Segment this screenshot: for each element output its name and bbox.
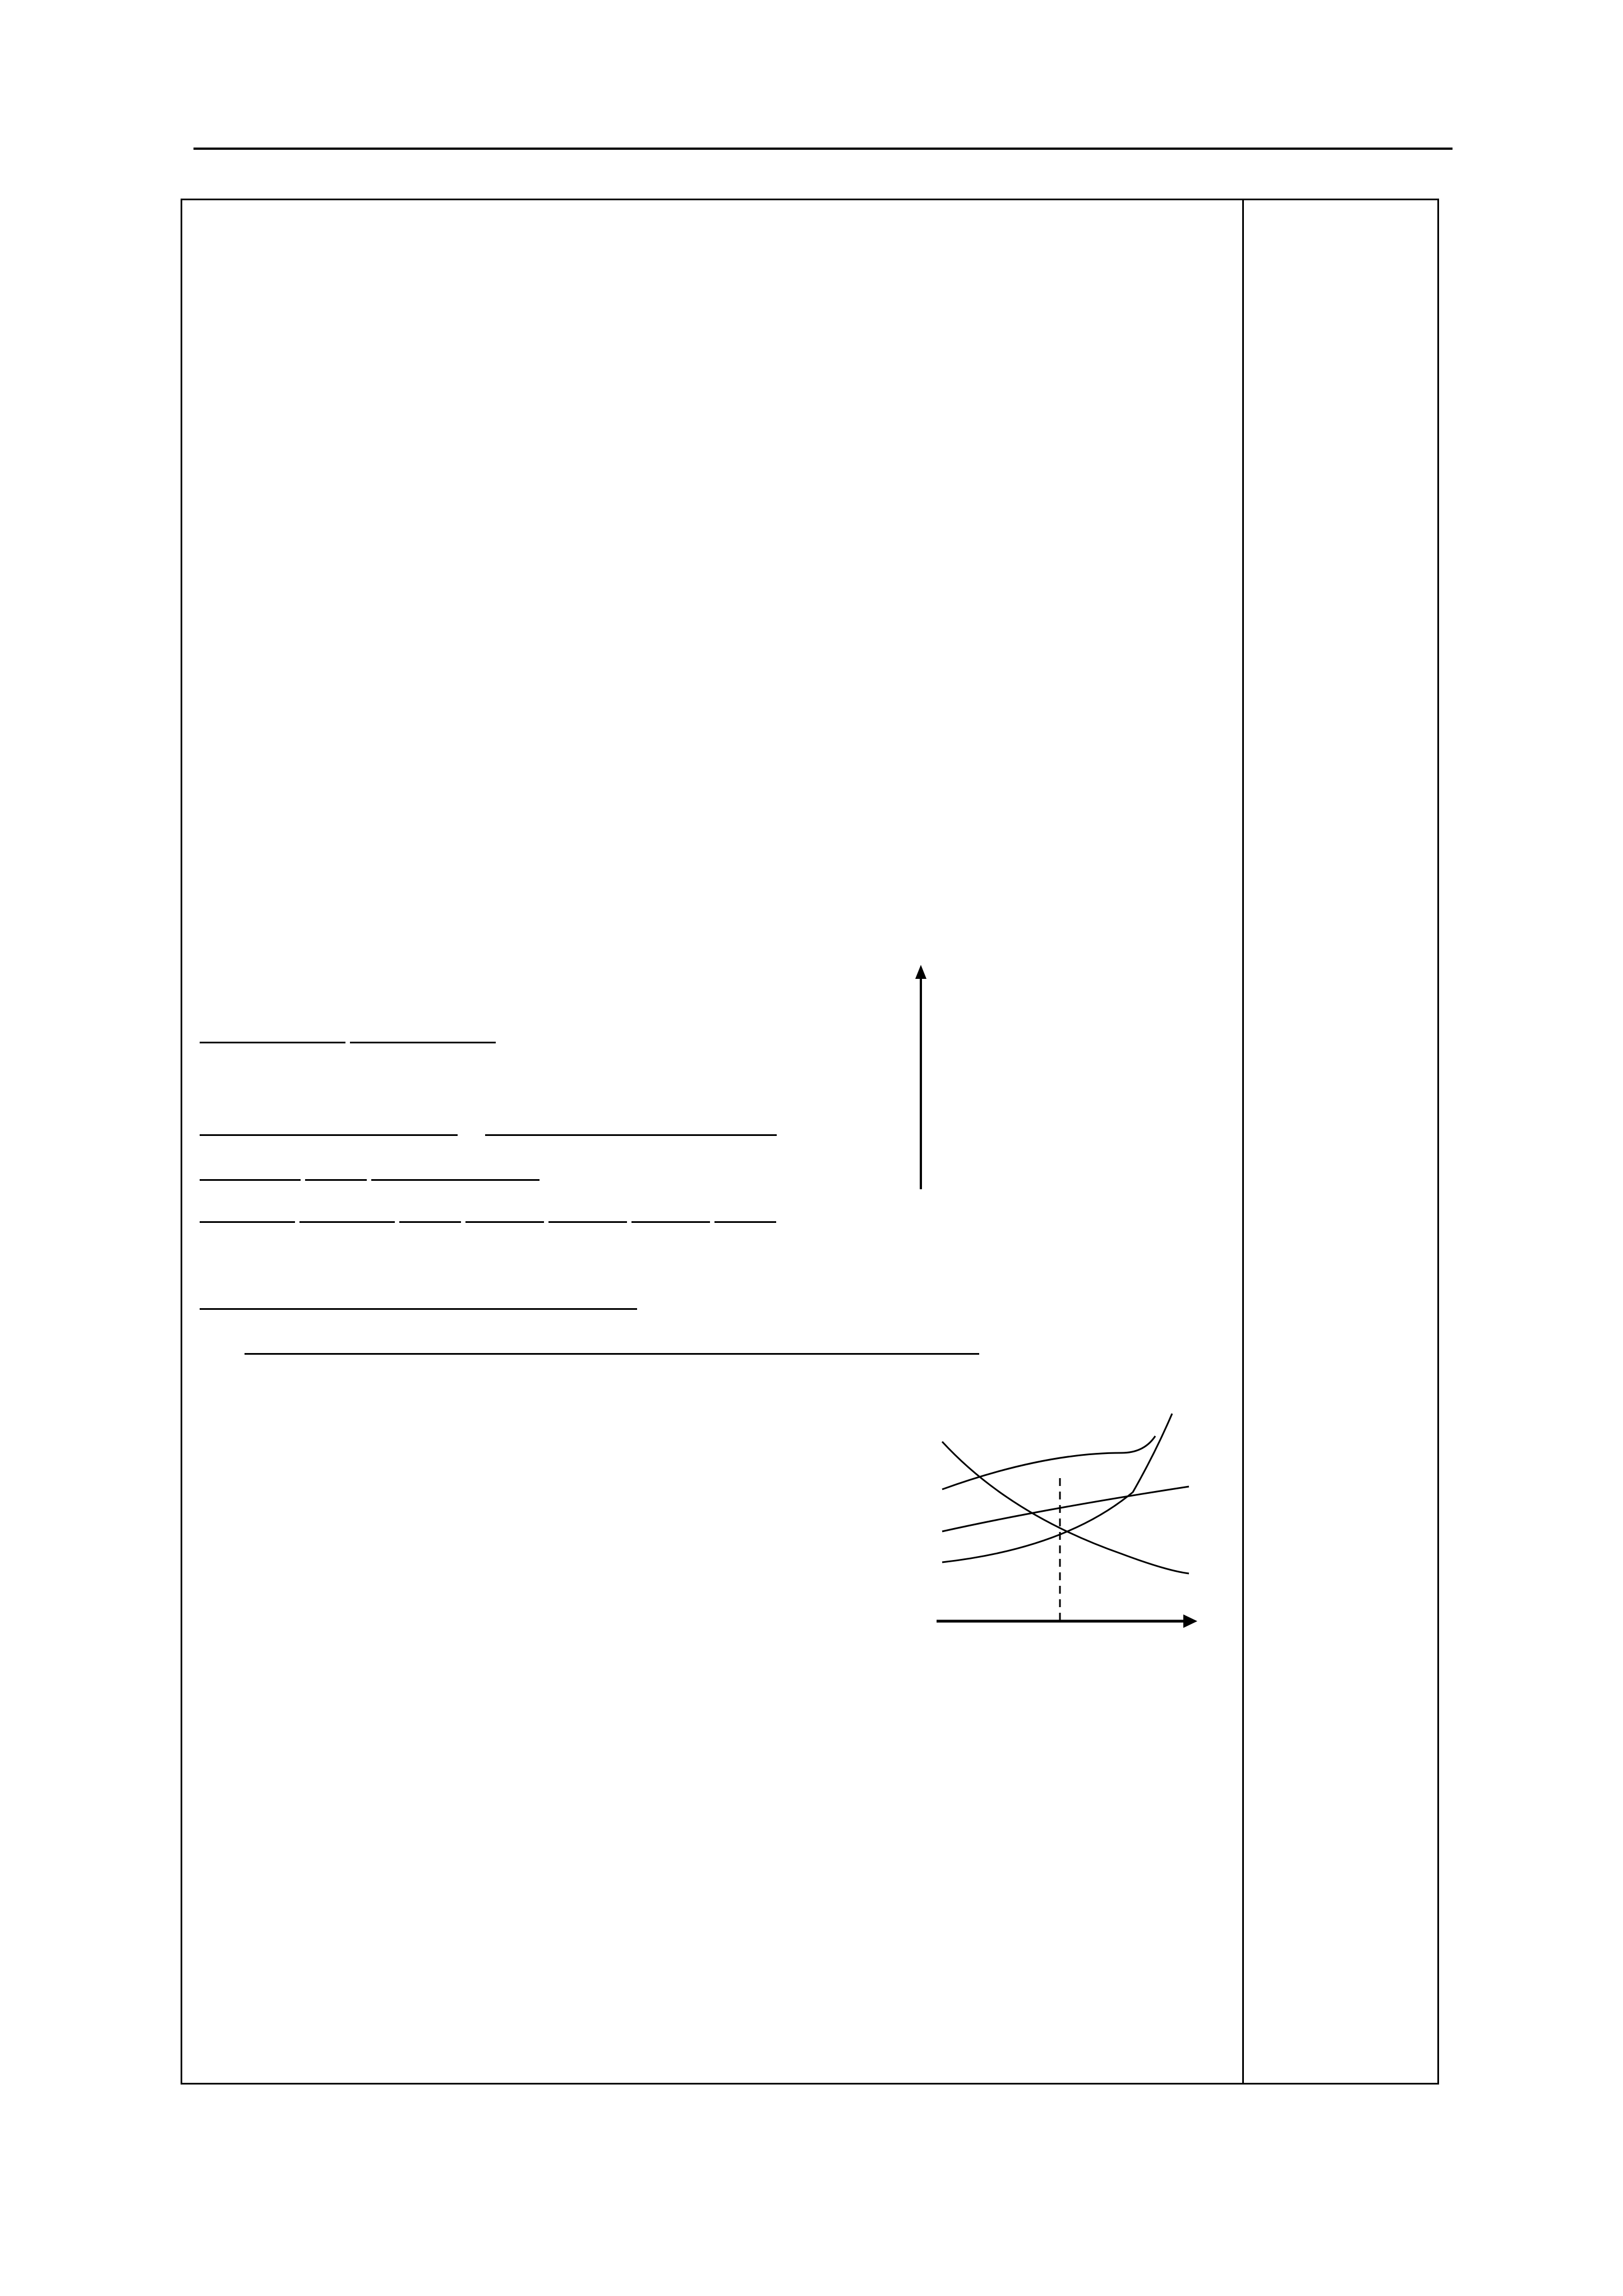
q16-formula xyxy=(242,1324,981,1361)
q15-instruments xyxy=(197,1192,778,1229)
solubility-curve-chart xyxy=(875,1402,1200,1660)
q14-formula xyxy=(197,1105,779,1142)
curve-bing xyxy=(942,1487,1189,1531)
q16-line xyxy=(197,1279,639,1316)
header-rule xyxy=(193,148,1453,150)
topic3-image-block xyxy=(197,954,1241,1374)
vertical-axis-arrow xyxy=(910,965,938,1189)
q15-line xyxy=(197,1150,542,1187)
curve-yi xyxy=(942,1414,1172,1562)
table-column-divider xyxy=(1242,199,1244,2085)
curve-jia xyxy=(942,1436,1155,1489)
q14-line xyxy=(197,1013,498,1050)
